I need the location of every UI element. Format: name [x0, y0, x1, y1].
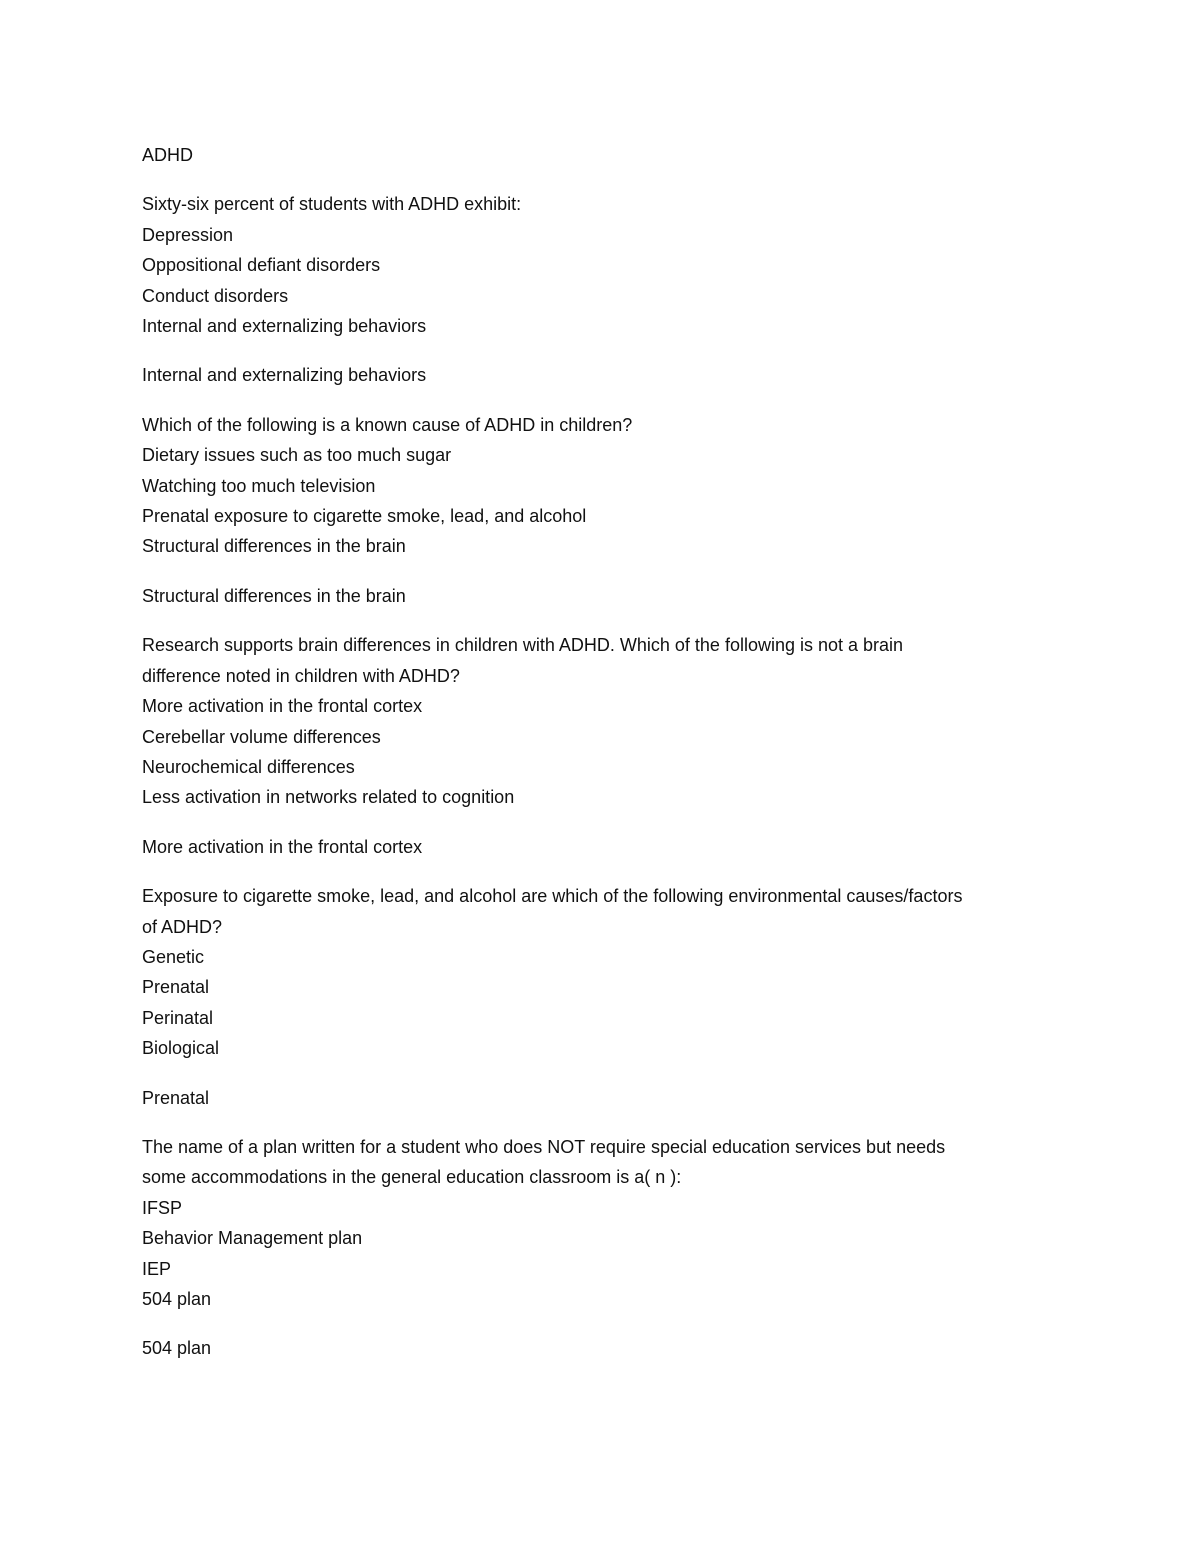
- option: Oppositional defiant disorders: [142, 255, 381, 276]
- question-text-line: of ADHD?: [142, 916, 223, 937]
- option: 504 plan: [142, 1289, 212, 1309]
- option: Dietary issues such as too much sugar: [142, 445, 452, 466]
- question-text-line: Exposure to cigarette smoke, lead, and alcohol are which of the following environmental causes/factors: [142, 886, 963, 907]
- option: Depression: [142, 224, 234, 245]
- option: More activation in the frontal cortex: [142, 696, 423, 717]
- option: Perinatal: [142, 1007, 214, 1028]
- question-text: Sixty-six percent of students with ADHD exhibit:: [142, 194, 522, 215]
- document-title: ADHD: [142, 145, 194, 165]
- option: Internal and externalizing behaviors: [142, 316, 427, 337]
- option: Neurochemical differences: [142, 756, 355, 777]
- question-text-line: difference noted in children with ADHD?: [142, 665, 460, 686]
- option: Structural differences in the brain: [142, 536, 406, 557]
- option: Biological: [142, 1038, 220, 1059]
- question-text: Which of the following is a known cause of ADHD in children?: [142, 414, 633, 435]
- question-block-3: [142, 630, 1062, 812]
- question-block-4: [142, 881, 1062, 1063]
- option: Behavior Management plan: [142, 1228, 363, 1249]
- question-text-line: The name of a plan written for a student who does NOT require special education services but needs: [142, 1136, 946, 1157]
- answer: 504 plan: [142, 1338, 212, 1359]
- answer: More activation in the frontal cortex: [142, 836, 423, 857]
- option: Prenatal exposure to cigarette smoke, lead, and alcohol: [142, 506, 587, 527]
- option: IFSP: [142, 1197, 183, 1218]
- answer: Structural differences in the brain: [142, 585, 406, 606]
- answer: Prenatal: [142, 1087, 210, 1108]
- question-text-line: some accommodations in the general education classroom is a( n ):: [142, 1167, 682, 1188]
- answer: Internal and externalizing behaviors: [142, 365, 427, 386]
- question-block-1: [142, 189, 1062, 341]
- question-text-line: Research supports brain differences in children with ADHD. Which of the following is not a brain: [142, 635, 904, 656]
- option: Cerebellar volume differences: [142, 726, 381, 747]
- option: Less activation in networks related to cognition: [142, 787, 515, 808]
- option: Conduct disorders: [142, 285, 289, 306]
- option: Watching too much television: [142, 475, 376, 496]
- question-block-5: [142, 1132, 1062, 1314]
- document-content: [142, 140, 1062, 1383]
- option: Genetic: [142, 946, 205, 967]
- option: IEP: [142, 1258, 172, 1279]
- option: Prenatal: [142, 977, 210, 998]
- question-block-2: [142, 410, 1062, 562]
